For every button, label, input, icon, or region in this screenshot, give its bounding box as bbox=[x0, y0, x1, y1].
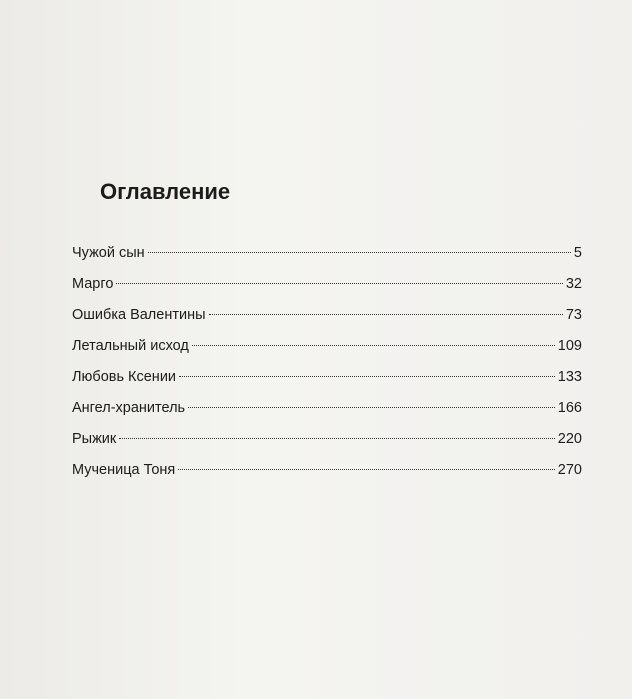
toc-entry-page: 133 bbox=[557, 369, 582, 385]
toc-entry bbox=[72, 273, 582, 304]
leader-dots bbox=[192, 345, 555, 346]
toc-entry bbox=[72, 304, 582, 335]
leader-dots bbox=[179, 376, 555, 377]
toc-entry bbox=[72, 397, 582, 428]
leader-dots bbox=[119, 438, 555, 439]
toc-entry-title: Любовь Ксении bbox=[72, 369, 177, 385]
reverse-side-text-bleed bbox=[78, 84, 578, 108]
leader-dots bbox=[188, 407, 555, 408]
toc-entry-title: Ангел-хранитель bbox=[72, 400, 186, 416]
toc-entry bbox=[72, 335, 582, 366]
leader-dots bbox=[148, 252, 571, 253]
leader-dots bbox=[178, 469, 555, 470]
table-of-contents bbox=[72, 178, 582, 490]
toc-entry-title: Марго bbox=[72, 276, 114, 292]
toc-title: Оглавление bbox=[100, 179, 231, 204]
toc-entry-page: 5 bbox=[573, 245, 582, 261]
toc-entry-page: 109 bbox=[557, 338, 582, 354]
leader-dots bbox=[209, 314, 563, 315]
toc-entry-title: Летальный исход bbox=[72, 338, 189, 354]
toc-entry bbox=[72, 459, 582, 490]
leader-dots bbox=[116, 283, 562, 284]
toc-entry-page: 166 bbox=[557, 400, 582, 416]
toc-entry-title: Ошибка Валентины bbox=[72, 307, 206, 323]
toc-entry-page: 220 bbox=[557, 431, 582, 447]
toc-entry-page: 270 bbox=[557, 462, 582, 478]
toc-entry-title: Рыжик bbox=[72, 431, 117, 447]
toc-entry bbox=[72, 428, 582, 459]
toc-entry bbox=[72, 366, 582, 397]
toc-entry-page: 32 bbox=[565, 276, 582, 292]
toc-entry-page: 73 bbox=[565, 307, 582, 323]
toc-entry-title: Чужой сын bbox=[72, 245, 145, 261]
toc-entry-title: Мученица Тоня bbox=[72, 462, 176, 478]
toc-entry bbox=[72, 242, 582, 273]
